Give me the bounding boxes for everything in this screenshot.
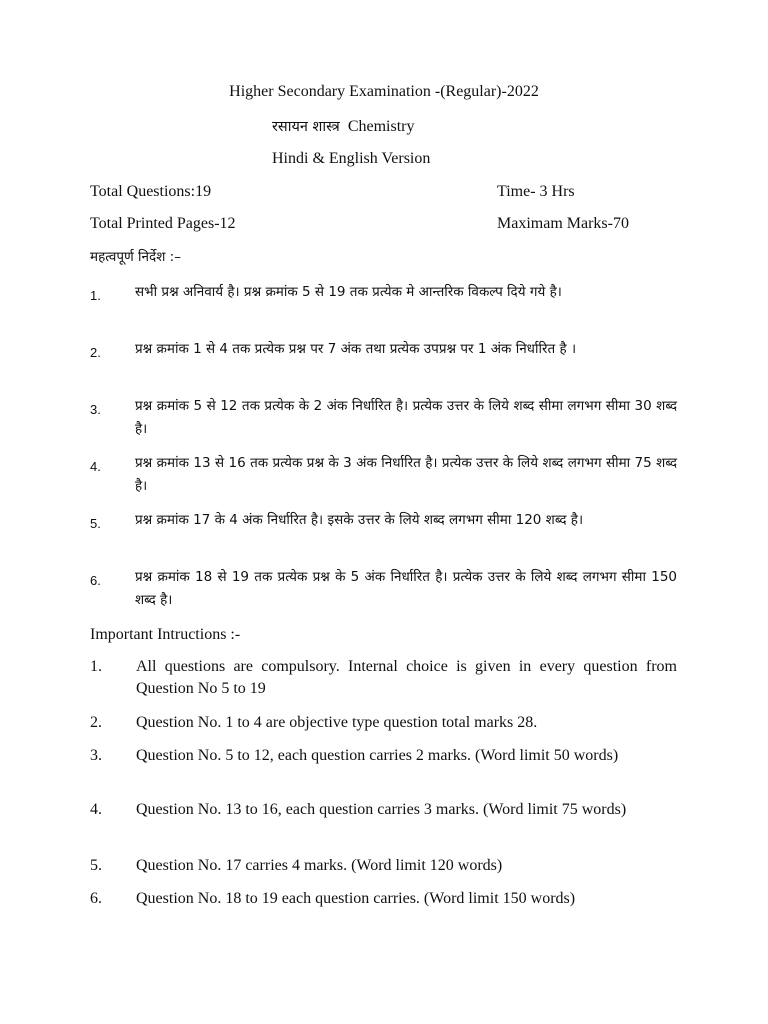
version-label: Hindi & English Version xyxy=(272,150,431,167)
english-item-text: Question No. 5 to 12, each question carries 2 marks. (Word limit 50 words) xyxy=(136,747,619,764)
time-allowed: Time- 3 Hrs xyxy=(497,183,575,200)
hindi-instructions-heading: महत्वपूर्ण निर्देश :– xyxy=(90,249,181,265)
english-item-text: All questions are compulsory. Internal choice is given in every question from Question No 5 to 19 xyxy=(136,658,677,697)
hindi-item-number: 3. xyxy=(90,402,101,417)
english-item-text: Question No. 18 to 19 each question carries. (Word limit 150 words) xyxy=(136,890,576,907)
english-item-number: 3. xyxy=(90,747,102,764)
english-item-number: 4. xyxy=(90,801,102,818)
english-item-number: 2. xyxy=(90,714,102,731)
subject-english: Chemistry xyxy=(347,118,415,135)
max-marks: Maximam Marks-70 xyxy=(497,215,629,232)
hindi-item-text: प्रश्न क्रमांक 13 से 16 तक प्रत्येक प्रश्न के 3 अंक निर्धारित है। प्रत्येक उत्तर के लिये शब्द लगभग सीमा 75 शब्द है। xyxy=(135,455,677,494)
english-item-text: Question No. 17 carries 4 marks. (Word limit 120 words) xyxy=(136,857,503,874)
exam-title: Higher Secondary Examination -(Regular)-2022 xyxy=(229,83,539,100)
english-item-number: 5. xyxy=(90,857,102,874)
hindi-item-number: 4. xyxy=(90,459,101,474)
english-instructions-heading: Important Intructions :- xyxy=(90,626,241,643)
hindi-item-number: 1. xyxy=(90,288,101,303)
subject-hindi: रसायन शास्त्र xyxy=(272,119,340,135)
hindi-item-text: प्रश्न क्रमांक 5 से 12 तक प्रत्येक के 2 अंक निर्धारित है। प्रत्येक उत्तर के लिये शब्द सीमा लगभग सीमा 30 शब्द है। xyxy=(135,398,677,437)
english-item-text: Question No. 13 to 16, each question carries 3 marks. (Word limit 75 words) xyxy=(136,801,627,818)
total-questions: Total Questions:19 xyxy=(90,183,212,200)
hindi-item-number: 5. xyxy=(90,516,101,531)
hindi-item-text: प्रश्न क्रमांक 18 से 19 तक प्रत्येक प्रश्न के 5 अंक निर्धारित है। प्रत्येक उत्तर के लिये शब्द लगभग सीमा 150 शब्द है। xyxy=(135,569,677,608)
total-pages: Total Printed Pages-12 xyxy=(90,215,236,232)
hindi-item-number: 6. xyxy=(90,573,101,588)
hindi-item-text: प्रश्न क्रमांक 17 के 4 अंक निर्धारित है। इसके उत्तर के लिये शब्द लगभग सीमा 120 शब्द है। xyxy=(135,512,584,528)
subject-line xyxy=(272,116,415,136)
english-item-number: 6. xyxy=(90,890,102,907)
english-item-number: 1. xyxy=(90,658,102,675)
hindi-item-text: सभी प्रश्न अनिवार्य है। प्रश्न क्रमांक 5 से 19 तक प्रत्येक मे आन्तरिक विकल्प दिये गये है। xyxy=(135,284,562,300)
hindi-item-number: 2. xyxy=(90,345,101,360)
english-item-text: Question No. 1 to 4 are objective type question total marks 28. xyxy=(136,714,538,731)
hindi-item-text: प्रश्न क्रमांक 1 से 4 तक प्रत्येक प्रश्न पर 7 अंक तथा प्रत्येक उपप्रश्न पर 1 अंक निर्धारित है । xyxy=(135,341,577,357)
